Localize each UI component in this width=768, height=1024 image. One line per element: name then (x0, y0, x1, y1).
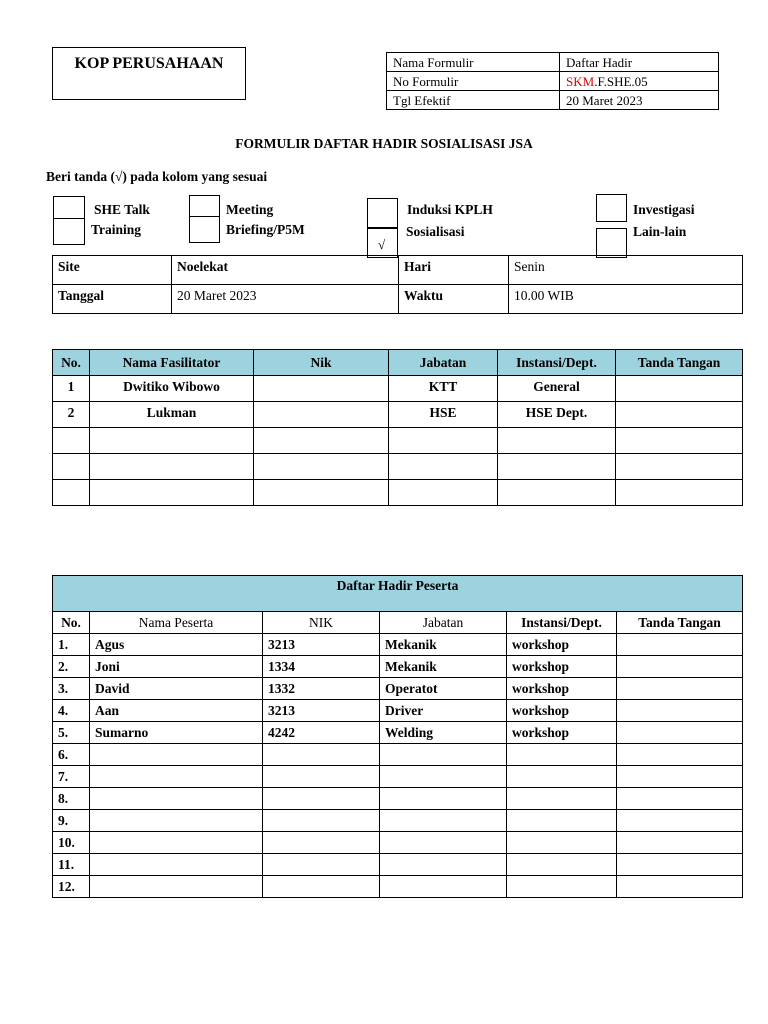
table-cell: 2. (53, 656, 90, 678)
table-cell (254, 376, 389, 402)
table-cell (53, 454, 90, 480)
table-cell: 1334 (263, 656, 380, 678)
table-cell: 3213 (263, 700, 380, 722)
table-cell (90, 810, 263, 832)
table-cell: Lukman (90, 402, 254, 428)
table-cell (498, 480, 616, 506)
table-cell (380, 876, 507, 898)
table-cell (380, 810, 507, 832)
table-cell (90, 854, 263, 876)
table-cell (380, 744, 507, 766)
signature-cell (617, 854, 743, 876)
signature-cell (617, 744, 743, 766)
participant-header-row (53, 612, 743, 634)
table-cell: 10. (53, 832, 90, 854)
induksi-checkbox[interactable] (367, 198, 398, 228)
table-row (53, 480, 743, 506)
table-cell: HSE (389, 402, 498, 428)
table-cell: Operatot (380, 678, 507, 700)
table-cell (90, 480, 254, 506)
form-info-table (386, 52, 719, 110)
column-header: Nama Fasilitator (90, 350, 254, 376)
table-cell: workshop (507, 678, 617, 700)
table-cell: 1 (53, 376, 90, 402)
sosialisasi-label: Sosialisasi (406, 224, 465, 239)
table-row (53, 678, 743, 700)
table-cell (254, 428, 389, 454)
form-number-suffix: .F.SHE.05 (594, 73, 648, 89)
table-cell (263, 876, 380, 898)
table-cell (90, 766, 263, 788)
table-cell: 6. (53, 744, 90, 766)
signature-cell (616, 480, 743, 506)
signature-cell (617, 832, 743, 854)
table-cell (380, 766, 507, 788)
table-cell: 9. (53, 810, 90, 832)
table-cell: 4242 (263, 722, 380, 744)
table-cell: HSE Dept. (498, 402, 616, 428)
table-cell: 5. (53, 722, 90, 744)
signature-cell (616, 428, 743, 454)
form-info-row (387, 91, 719, 110)
table-cell (389, 428, 498, 454)
column-header: No. (53, 612, 90, 634)
waktu-value: 10.00 WIB (509, 285, 743, 314)
table-cell (90, 788, 263, 810)
signature-cell (617, 876, 743, 898)
table-cell (507, 766, 617, 788)
table-cell (507, 788, 617, 810)
table-cell: General (498, 376, 616, 402)
form-info-label: Tgl Efektif (387, 91, 560, 110)
tanggal-label: Tanggal (53, 285, 172, 314)
column-header: Instansi/Dept. (507, 612, 617, 634)
company-letterhead-text: KOP PERUSAHAAN (74, 55, 224, 72)
column-header: Tanda Tangan (617, 612, 743, 634)
form-info-label: No Formulir (387, 72, 560, 91)
signature-cell (616, 454, 743, 480)
sosialisasi-checkbox[interactable] (367, 228, 398, 258)
form-info-row (387, 72, 719, 91)
column-header: No. (53, 350, 90, 376)
investigasi-label: Investigasi (633, 202, 695, 217)
participant-table-title: Daftar Hadir Peserta (53, 576, 743, 612)
table-cell (90, 876, 263, 898)
table-row (53, 656, 743, 678)
table-cell: 4. (53, 700, 90, 722)
tanggal-value: 20 Maret 2023 (172, 285, 399, 314)
table-cell (507, 832, 617, 854)
table-row (53, 402, 743, 428)
table-cell (507, 810, 617, 832)
table-cell (53, 480, 90, 506)
table-cell: Sumarno (90, 722, 263, 744)
meeting-label: Meeting (226, 202, 274, 217)
column-header: NIK (263, 612, 380, 634)
participant-title-row (53, 576, 743, 612)
table-cell: 2 (53, 402, 90, 428)
training-label: Training (91, 222, 142, 237)
lain-lain-label: Lain-lain (633, 224, 687, 239)
table-cell (90, 454, 254, 480)
table-cell (263, 766, 380, 788)
table-cell (254, 454, 389, 480)
table-row (53, 832, 743, 854)
table-cell: workshop (507, 656, 617, 678)
site-value: Noelekat (172, 256, 399, 285)
table-cell: 1. (53, 634, 90, 656)
briefing-label: Briefing/P5M (226, 222, 305, 237)
table-cell: Dwitiko Wibowo (90, 376, 254, 402)
table-cell (498, 454, 616, 480)
signature-cell (617, 810, 743, 832)
table-row (53, 766, 743, 788)
table-cell (389, 480, 498, 506)
table-cell (263, 832, 380, 854)
table-row (53, 634, 743, 656)
table-cell: Driver (380, 700, 507, 722)
table-row (53, 428, 743, 454)
table-cell (90, 832, 263, 854)
signature-cell (616, 402, 743, 428)
table-cell (498, 428, 616, 454)
induksi-label: Induksi KPLH (407, 202, 493, 217)
table-row (53, 376, 743, 402)
table-cell (507, 744, 617, 766)
table-cell (263, 744, 380, 766)
lain-lain-checkbox[interactable] (596, 228, 627, 258)
table-cell (507, 876, 617, 898)
table-row (53, 876, 743, 898)
form-title: FORMULIR DAFTAR HADIR SOSIALISASI JSA (235, 136, 533, 151)
table-cell (380, 832, 507, 854)
signature-cell (617, 766, 743, 788)
table-row (53, 854, 743, 876)
participant-rows (53, 634, 743, 898)
table-row (53, 454, 743, 480)
signature-cell (617, 678, 743, 700)
facilitator-header-row (53, 350, 743, 376)
site-info-row (53, 256, 743, 285)
table-cell: workshop (507, 634, 617, 656)
investigasi-checkbox[interactable] (596, 194, 627, 222)
waktu-label: Waktu (399, 285, 509, 314)
table-cell: 8. (53, 788, 90, 810)
form-number-prefix: SKM (566, 73, 595, 89)
signature-cell (617, 722, 743, 744)
table-cell (90, 428, 254, 454)
table-cell (254, 402, 389, 428)
training-checkbox[interactable] (53, 218, 85, 245)
table-cell: Welding (380, 722, 507, 744)
form-info-value (560, 72, 719, 91)
table-cell (389, 454, 498, 480)
table-row (53, 810, 743, 832)
table-cell (263, 810, 380, 832)
table-cell (90, 744, 263, 766)
hari-value: Senin (509, 256, 743, 285)
table-cell: workshop (507, 722, 617, 744)
company-letterhead-box (52, 47, 246, 100)
facilitator-table (52, 349, 743, 506)
table-cell: KTT (389, 376, 498, 402)
table-cell (380, 788, 507, 810)
signature-cell (617, 700, 743, 722)
form-info-value: 20 Maret 2023 (560, 91, 719, 110)
check-mark-icon: √ (378, 237, 386, 252)
table-cell: workshop (507, 700, 617, 722)
site-info-table (52, 255, 743, 314)
signature-cell (617, 656, 743, 678)
instruction-text: Beri tanda (√) pada kolom yang sesuai (46, 169, 268, 184)
table-cell: Aan (90, 700, 263, 722)
table-cell (380, 854, 507, 876)
column-header: Nama Peserta (90, 612, 263, 634)
site-label: Site (53, 256, 172, 285)
column-header: Tanda Tangan (616, 350, 743, 376)
signature-cell (617, 788, 743, 810)
signature-cell (616, 376, 743, 402)
table-row (53, 788, 743, 810)
table-cell: 11. (53, 854, 90, 876)
signature-cell (617, 634, 743, 656)
form-info-row (387, 53, 719, 72)
table-row (53, 722, 743, 744)
site-info-row (53, 285, 743, 314)
column-header: Instansi/Dept. (498, 350, 616, 376)
table-cell: 7. (53, 766, 90, 788)
table-cell (254, 480, 389, 506)
participant-table (52, 575, 743, 898)
table-cell (53, 428, 90, 454)
table-cell: Joni (90, 656, 263, 678)
form-info-label: Nama Formulir (387, 53, 560, 72)
table-cell: Mekanik (380, 634, 507, 656)
table-cell: 1332 (263, 678, 380, 700)
hari-label: Hari (399, 256, 509, 285)
table-cell (263, 854, 380, 876)
table-cell: 12. (53, 876, 90, 898)
table-cell: Mekanik (380, 656, 507, 678)
table-row (53, 700, 743, 722)
column-header: Jabatan (389, 350, 498, 376)
she-talk-label: SHE Talk (94, 202, 150, 217)
table-cell: 3. (53, 678, 90, 700)
table-cell: David (90, 678, 263, 700)
table-cell (263, 788, 380, 810)
table-cell: Agus (90, 634, 263, 656)
form-info-value: Daftar Hadir (560, 53, 719, 72)
column-header: Jabatan (380, 612, 507, 634)
table-row (53, 744, 743, 766)
briefing-checkbox[interactable] (189, 216, 220, 243)
table-cell: 3213 (263, 634, 380, 656)
table-cell (507, 854, 617, 876)
column-header: Nik (254, 350, 389, 376)
